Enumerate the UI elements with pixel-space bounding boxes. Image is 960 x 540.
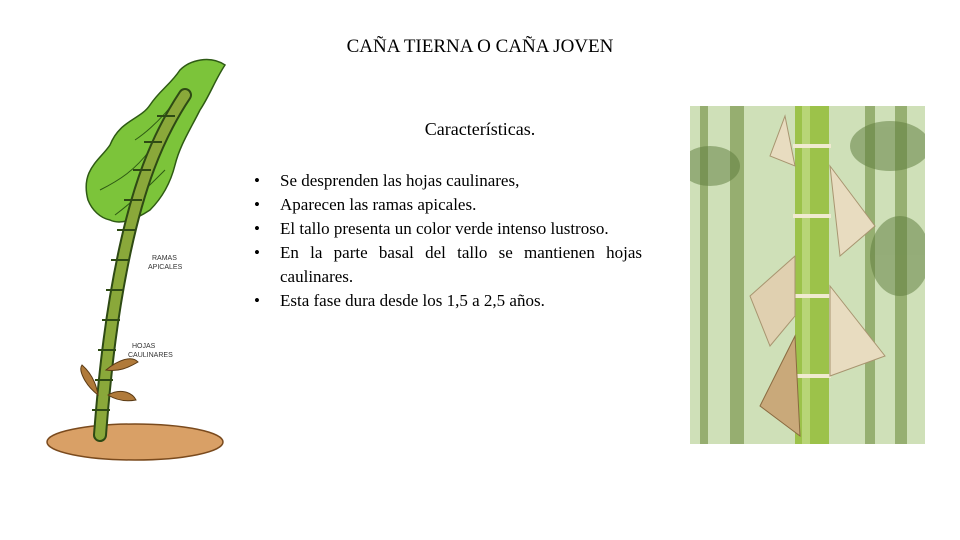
culm-highlight [802, 106, 810, 444]
soil-patch [47, 424, 223, 460]
bullet-icon: • [254, 171, 260, 190]
bamboo-photo [690, 106, 925, 444]
label-apicales: APICALES [148, 264, 183, 271]
list-item: • Esta fase dura desde los 1,5 a 2,5 años. [250, 289, 642, 313]
list-item: • Se desprenden las hojas caulinares, [250, 169, 642, 193]
main-culm [795, 106, 829, 444]
bullet-icon: • [254, 195, 260, 214]
sheath-3 [108, 391, 136, 400]
list-item: • Aparecen las ramas apicales. [250, 193, 642, 217]
list-item: • El tallo presenta un color verde intenso lustroso. [250, 217, 642, 241]
bullet-icon: • [254, 243, 260, 262]
characteristics-list [250, 169, 642, 313]
label-caulinares: CAULINARES [128, 352, 173, 359]
bullet-icon: • [254, 219, 260, 238]
list-item: • En la parte basal del tallo se mantienen hojas caulinares. [254, 243, 642, 286]
slide-title: CAÑA TIERNA O CAÑA JOVEN [346, 36, 614, 57]
bullet-icon: • [254, 291, 260, 310]
label-ramas: RAMAS [152, 255, 177, 262]
label-hojas: HOJAS [132, 343, 156, 350]
bamboo-illustration [40, 50, 250, 470]
subtitle: Características. [424, 119, 536, 139]
